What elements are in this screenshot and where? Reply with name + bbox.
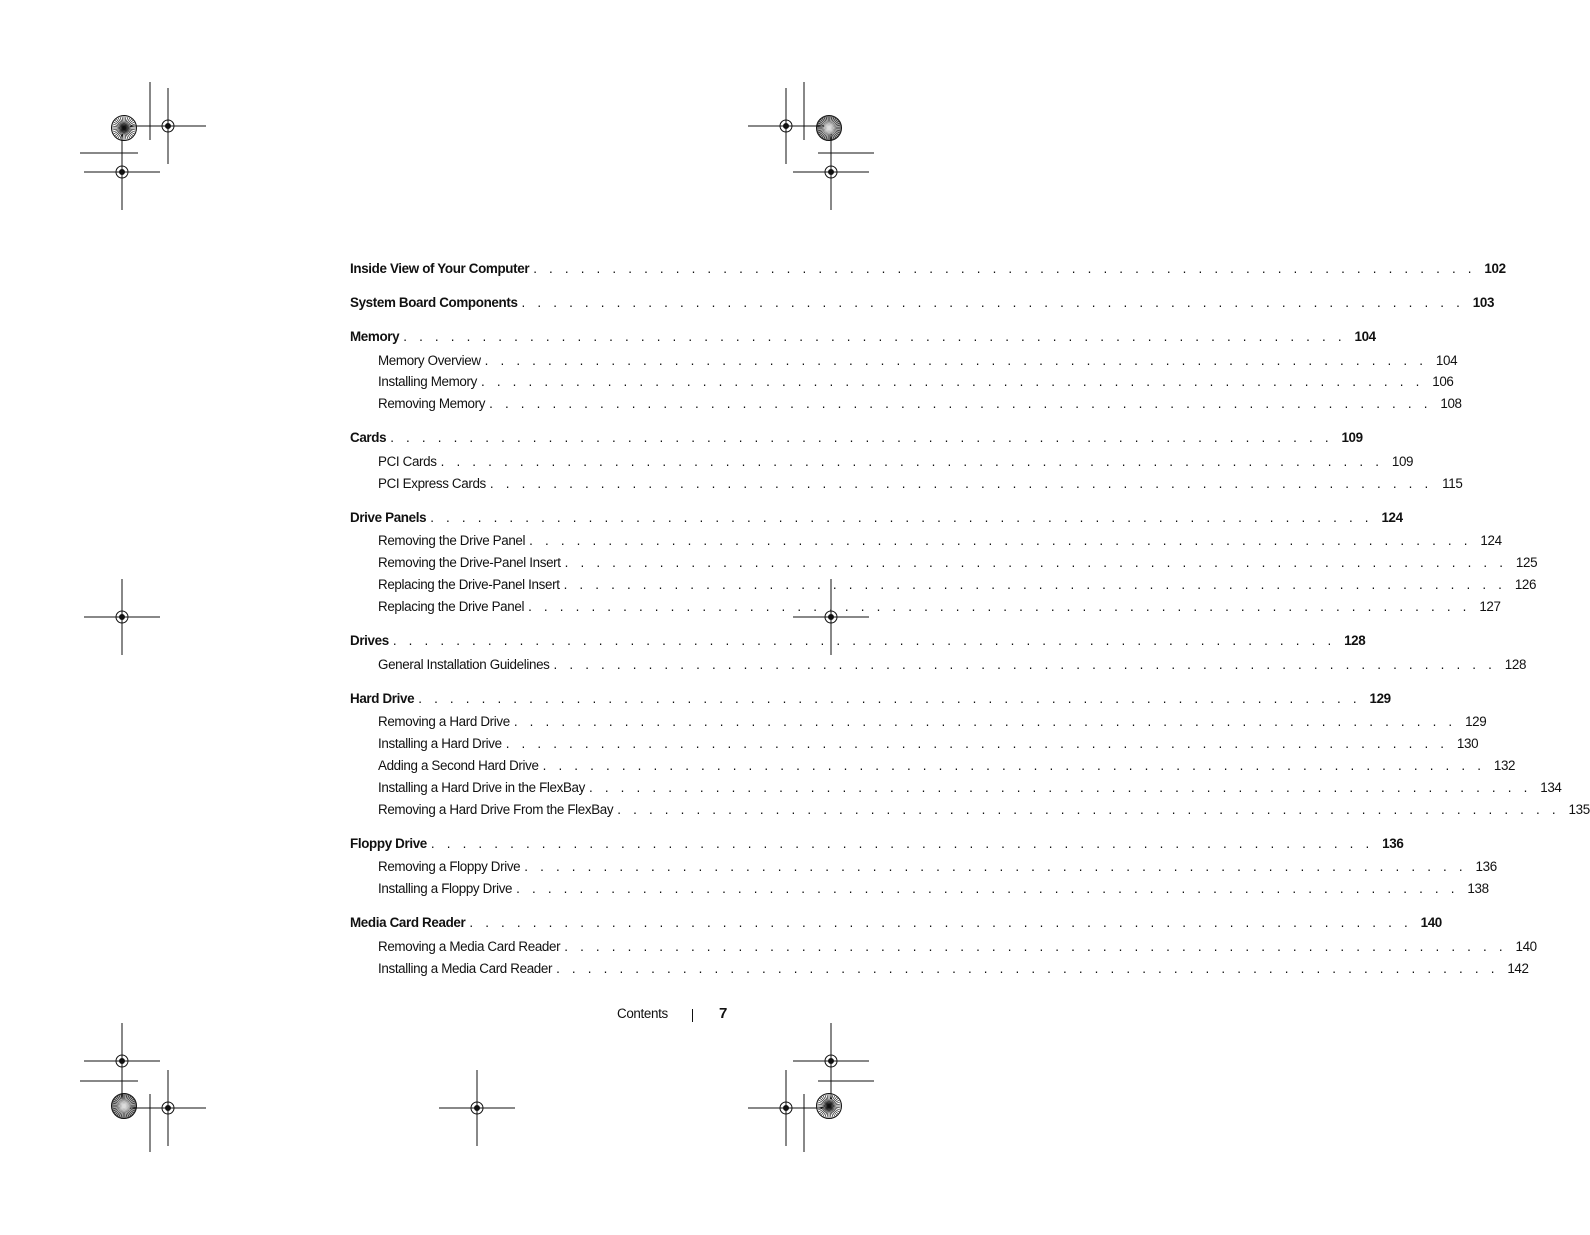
toc-subsection-entry[interactable] [378, 577, 1537, 597]
crosshair-dot [784, 124, 789, 129]
toc-entry-page: 125 [1515, 555, 1538, 570]
toc-dot-leader: . . . . . . . . . . . . . . . . . . . . . . . . . . . . . . . . . . . . . . . . . . . . . . . . . . . . . . . . . . . . [529, 533, 1472, 548]
toc-entry-title: Installing a Floppy Drive [378, 881, 513, 896]
toc-subsection-entry[interactable] [378, 555, 1538, 575]
toc-entry-page: 128 [1344, 633, 1366, 648]
toc-subsection-entry[interactable] [378, 396, 1462, 416]
toc-dot-leader: . . . . . . . . . . . . . . . . . . . . . . . . . . . . . . . . . . . . . . . . . . . . . . . . . . . . . . . . . . . . [553, 657, 1497, 672]
toc-dot-leader: . . . . . . . . . . . . . . . . . . . . . . . . . . . . . . . . . . . . . . . . . . . . . . . . . . . . . . . . . . . . [480, 374, 1424, 389]
toc-entry-page: 109 [1341, 430, 1363, 445]
crosshair-dot [166, 124, 171, 129]
toc-entry-page: 115 [1442, 476, 1463, 491]
toc-entry-title: Installing a Hard Drive [378, 736, 502, 751]
toc-subsection-entry[interactable] [378, 599, 1501, 619]
toc-dot-leader: . . . . . . . . . . . . . . . . . . . . . . . . . . . . . . . . . . . . . . . . . . . . . . . . . . . . . . . . . . . . [556, 961, 1499, 976]
toc-dot-leader: . . . . . . . . . . . . . . . . . . . . . . . . . . . . . . . . . . . . . . . . . . . . . . . . . . . . . . . . . . . . [564, 939, 1507, 954]
toc-entry-page: 129 [1465, 714, 1487, 729]
toc-dot-leader: . . . . . . . . . . . . . . . . . . . . . . . . . . . . . . . . . . . . . . . . . . . . . . . . . . . . . . . . . . . . [440, 454, 1384, 469]
toc-entry-page: 109 [1391, 454, 1414, 469]
footer-section-label: Contents [617, 1006, 668, 1021]
footer-separator [692, 1009, 693, 1022]
toc-dot-leader: . . . . . . . . . . . . . . . . . . . . . . . . . . . . . . . . . . . . . . . . . . . . . . . . . . . . . . . . . . . . [484, 353, 1428, 368]
toc-dot-leader: . . . . . . . . . . . . . . . . . . . . . . . . . . . . . . . . . . . . . . . . . . . . . . . . . . . . . . . . . . . . [528, 599, 1471, 614]
crosshair-dot [829, 170, 834, 175]
toc-section-entry[interactable] [350, 691, 1391, 711]
toc-subsection-entry[interactable] [378, 353, 1458, 373]
toc-entry-title: Cards [350, 430, 387, 445]
toc-entry-title: Removing Memory [378, 396, 486, 411]
toc-entry-page: 124 [1381, 510, 1403, 525]
toc-entry-page: 140 [1515, 939, 1537, 954]
toc-entry-title: Memory [350, 329, 400, 344]
toc-entry-page: 124 [1480, 533, 1502, 548]
toc-dot-leader: . . . . . . . . . . . . . . . . . . . . . . . . . . . . . . . . . . . . . . . . . . . . . . . . . . . . . . . . . . . . [430, 510, 1373, 525]
toc-dot-leader: . . . . . . . . . . . . . . . . . . . . . . . . . . . . . . . . . . . . . . . . . . . . . . . . . . . . . . . . . . . . [505, 736, 1449, 751]
toc-section-entry[interactable] [350, 915, 1442, 935]
toc-entry-title: Inside View of Your Computer [350, 261, 530, 276]
toc-dot-leader: . . . . . . . . . . . . . . . . . . . . . . . . . . . . . . . . . . . . . . . . . . . . . . . . . . . . . . . . . . . . [392, 633, 1336, 648]
toc-entry-page: 104 [1435, 353, 1458, 368]
toc-entry-page: 135 [1568, 802, 1590, 817]
toc-dot-leader: . . . . . . . . . . . . . . . . . . . . . . . . . . . . . . . . . . . . . . . . . . . . . . . . . . . . . . . . . . . . [564, 555, 1508, 570]
toc-section-entry[interactable] [350, 836, 1404, 856]
toc-dot-leader: . . . . . . . . . . . . . . . . . . . . . . . . . . . . . . . . . . . . . . . . . . . . . . . . . . . . . . . . . . . . [521, 295, 1465, 310]
toc-entry-title: PCI Express Cards [378, 476, 486, 491]
toc-entry-title: Memory Overview [378, 353, 481, 368]
toc-entry-title: Adding a Second Hard Drive [378, 758, 539, 773]
toc-entry-title: Replacing the Drive-Panel Insert [378, 577, 560, 592]
toc-entry-page: 104 [1354, 329, 1376, 344]
toc-subsection-entry[interactable] [378, 859, 1497, 879]
toc-subsection-entry[interactable] [378, 802, 1590, 822]
crosshair-dot [166, 1106, 171, 1111]
toc-entry-page: 132 [1493, 758, 1516, 773]
toc-entry-page: 106 [1432, 374, 1454, 389]
toc-section-entry[interactable] [350, 295, 1495, 315]
crosshair-dot [829, 1059, 834, 1064]
toc-dot-leader: . . . . . . . . . . . . . . . . . . . . . . . . . . . . . . . . . . . . . . . . . . . . . . . . . . . . . . . . . . . . [469, 915, 1412, 930]
toc-entry-page: 142 [1507, 961, 1529, 976]
toc-entry-page: 103 [1472, 295, 1495, 310]
toc-subsection-entry[interactable] [378, 454, 1414, 474]
toc-entry-page: 129 [1369, 691, 1391, 706]
toc-entry-page: 102 [1484, 261, 1506, 276]
toc-subsection-entry[interactable] [378, 736, 1479, 756]
toc-entry-title: Drives [350, 633, 389, 648]
toc-subsection-entry[interactable] [378, 657, 1527, 677]
toc-entry-title: Removing a Hard Drive [378, 714, 510, 729]
toc-dot-leader: . . . . . . . . . . . . . . . . . . . . . . . . . . . . . . . . . . . . . . . . . . . . . . . . . . . . . . . . . . . . [589, 780, 1532, 795]
toc-dot-leader: . . . . . . . . . . . . . . . . . . . . . . . . . . . . . . . . . . . . . . . . . . . . . . . . . . . . . . . . . . . . [403, 329, 1346, 344]
toc-subsection-entry[interactable] [378, 476, 1463, 496]
toc-entry-page: 134 [1540, 780, 1562, 795]
toc-entry-title: Drive Panels [350, 510, 427, 525]
toc-entry-title: General Installation Guidelines [378, 657, 550, 672]
crosshair-dot [829, 615, 834, 620]
toc-dot-leader: . . . . . . . . . . . . . . . . . . . . . . . . . . . . . . . . . . . . . . . . . . . . . . . . . . . . . . . . . . . . [533, 261, 1476, 276]
toc-entry-title: Installing Memory [378, 374, 477, 389]
toc-subsection-entry[interactable] [378, 758, 1516, 778]
toc-dot-leader: . . . . . . . . . . . . . . . . . . . . . . . . . . . . . . . . . . . . . . . . . . . . . . . . . . . . . . . . . . . . [516, 881, 1459, 896]
toc-dot-leader: . . . . . . . . . . . . . . . . . . . . . . . . . . . . . . . . . . . . . . . . . . . . . . . . . . . . . . . . . . . . [617, 802, 1560, 817]
toc-dot-leader: . . . . . . . . . . . . . . . . . . . . . . . . . . . . . . . . . . . . . . . . . . . . . . . . . . . . . . . . . . . . [390, 430, 1333, 445]
toc-subsection-entry[interactable] [378, 714, 1487, 734]
toc-subsection-entry[interactable] [378, 939, 1537, 959]
toc-entry-page: 136 [1475, 859, 1497, 874]
toc-dot-leader: . . . . . . . . . . . . . . . . . . . . . . . . . . . . . . . . . . . . . . . . . . . . . . . . . . . . . . . . . . . . [489, 476, 1433, 491]
toc-section-entry[interactable] [350, 261, 1506, 281]
toc-entry-title: Removing the Drive Panel [378, 533, 526, 548]
toc-entry-page: 138 [1467, 881, 1489, 896]
toc-entry-title: Removing a Floppy Drive [378, 859, 521, 874]
crosshair-dot [120, 1059, 125, 1064]
toc-dot-leader: . . . . . . . . . . . . . . . . . . . . . . . . . . . . . . . . . . . . . . . . . . . . . . . . . . . . . . . . . . . . [524, 859, 1467, 874]
toc-dot-leader: . . . . . . . . . . . . . . . . . . . . . . . . . . . . . . . . . . . . . . . . . . . . . . . . . . . . . . . . . . . . [563, 577, 1507, 592]
toc-dot-leader: . . . . . . . . . . . . . . . . . . . . . . . . . . . . . . . . . . . . . . . . . . . . . . . . . . . . . . . . . . . . [489, 396, 1432, 411]
toc-section-entry[interactable] [350, 633, 1366, 653]
toc-subsection-entry[interactable] [378, 780, 1562, 800]
toc-entry-title: System Board Components [350, 295, 518, 310]
toc-entry-title: Replacing the Drive Panel [378, 599, 525, 614]
toc-dot-leader: . . . . . . . . . . . . . . . . . . . . . . . . . . . . . . . . . . . . . . . . . . . . . . . . . . . . . . . . . . . . [542, 758, 1486, 773]
crosshair-dot [120, 170, 125, 175]
toc-subsection-entry[interactable] [378, 881, 1489, 901]
toc-entry-title: PCI Cards [378, 454, 437, 469]
toc-entry-page: 126 [1514, 577, 1537, 592]
toc-entry-title: Removing the Drive-Panel Insert [378, 555, 561, 570]
toc-entry-title: Media Card Reader [350, 915, 466, 930]
toc-dot-leader: . . . . . . . . . . . . . . . . . . . . . . . . . . . . . . . . . . . . . . . . . . . . . . . . . . . . . . . . . . . . [430, 836, 1374, 851]
crosshair-dot [120, 615, 125, 620]
footer-page-number: 7 [719, 1005, 728, 1022]
toc-entry-title: Floppy Drive [350, 836, 427, 851]
crosshair-dot [475, 1106, 480, 1111]
toc-entry-page: 130 [1456, 736, 1479, 751]
toc-entry-title: Installing a Hard Drive in the FlexBay [378, 780, 585, 795]
toc-section-entry[interactable] [350, 329, 1376, 349]
toc-entry-page: 136 [1382, 836, 1404, 851]
toc-entry-title: Removing a Hard Drive From the FlexBay [378, 802, 614, 817]
crosshair-dot [784, 1106, 789, 1111]
toc-dot-leader: . . . . . . . . . . . . . . . . . . . . . . . . . . . . . . . . . . . . . . . . . . . . . . . . . . . . . . . . . . . . [418, 691, 1361, 706]
toc-entry-page: 108 [1440, 396, 1462, 411]
toc-entry-page: 128 [1504, 657, 1527, 672]
toc-subsection-entry[interactable] [378, 533, 1502, 553]
toc-subsection-entry[interactable] [378, 961, 1529, 981]
toc-section-entry[interactable] [350, 430, 1363, 450]
toc-entry-title: Removing a Media Card Reader [378, 939, 561, 954]
toc-section-entry[interactable] [350, 510, 1403, 530]
toc-entry-page: 127 [1479, 599, 1501, 614]
toc-subsection-entry[interactable] [378, 374, 1454, 394]
toc-entry-title: Installing a Media Card Reader [378, 961, 553, 976]
toc-entry-page: 140 [1420, 915, 1442, 930]
toc-entry-title: Hard Drive [350, 691, 415, 706]
toc-dot-leader: . . . . . . . . . . . . . . . . . . . . . . . . . . . . . . . . . . . . . . . . . . . . . . . . . . . . . . . . . . . . [513, 714, 1457, 729]
